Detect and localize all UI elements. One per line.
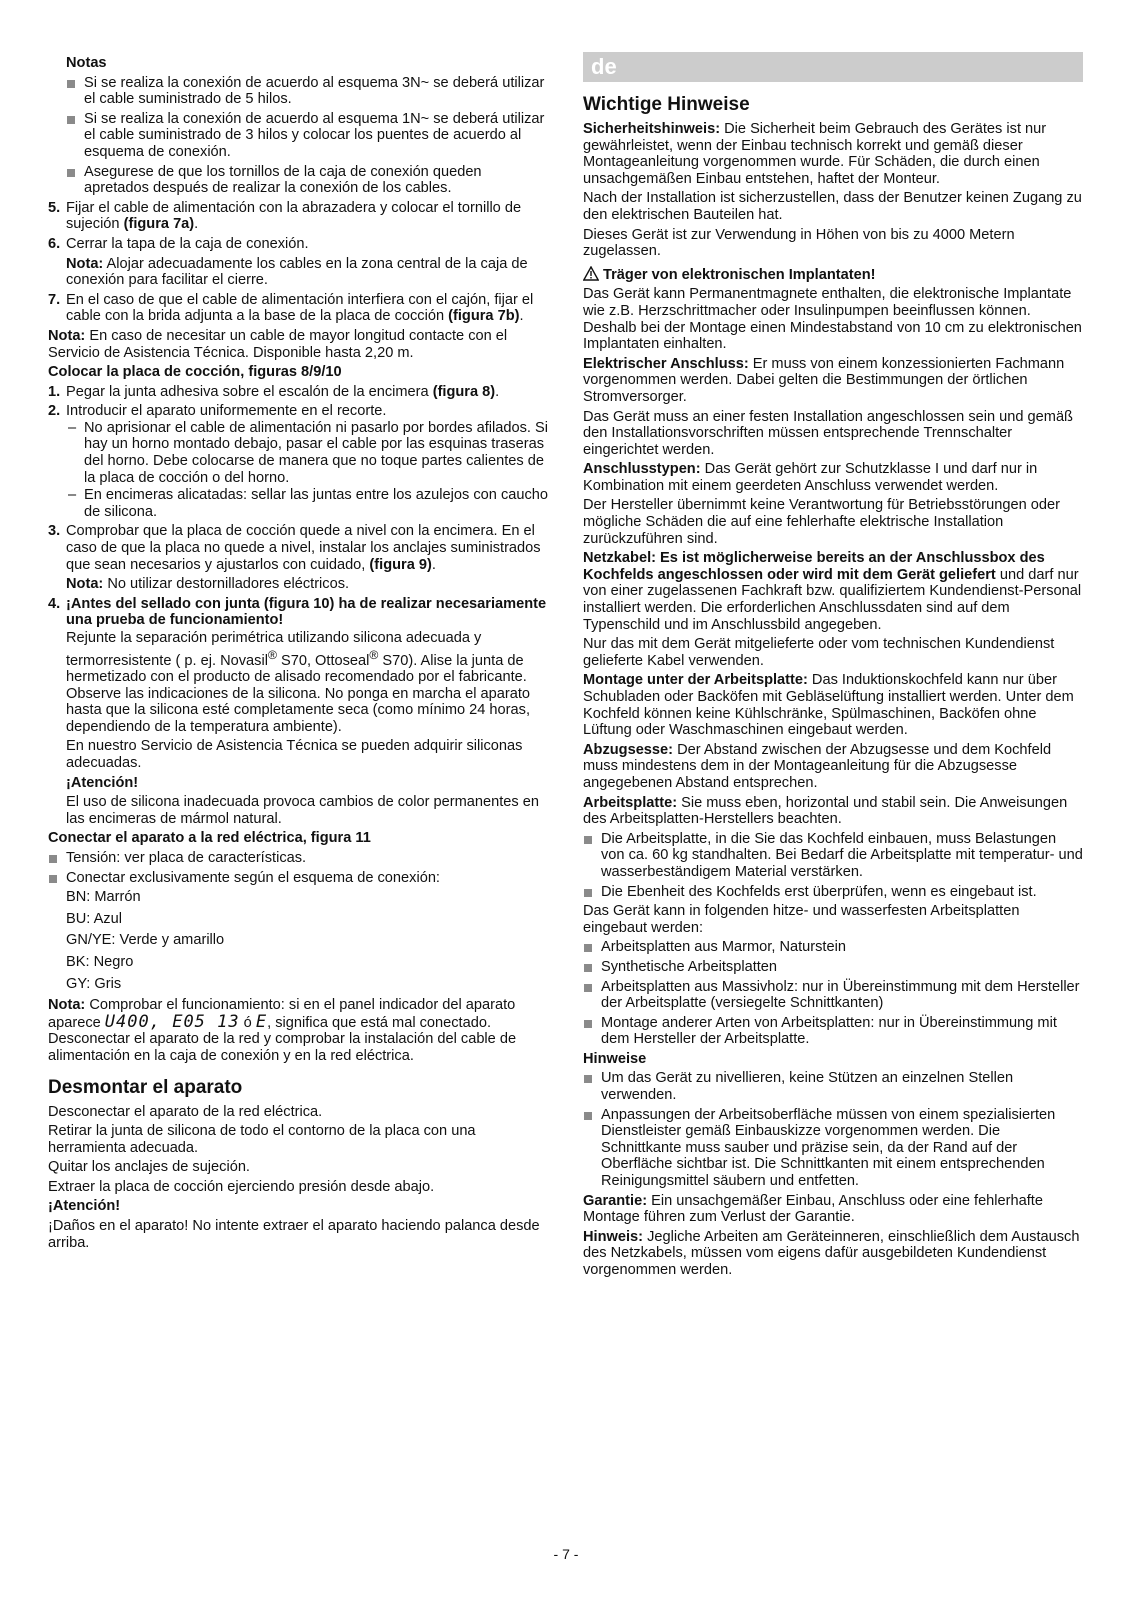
figure-ref: (figura 7b) [448,308,520,325]
step-text: Introducir el aparato uniformemente en el recorte. [66,403,387,420]
power-cable-note: Netzkabel: Es ist möglicherweise bereits an der Anschlussbox des Kochfelds angeschlossen oder wird mit dem Gerät geliefert und darf nur von einer zugelassenen Fachkraft bzw. qualifiziertem Kundendienst-Personal installiert werden. Die erforderlichen Anschlussdaten sind auf dem Typenschild und im Anschlussbild angegeben. [583,550,1082,633]
fixed-installation-note: Das Gerät muss an einer festen Installation angeschlossen sein und gemäß den Installationsvorschriften müssen entsprechende Trennschalter eingerichtet werden. [583,408,1073,458]
step-number: 4. [48,595,61,612]
language-bar [583,52,1083,82]
implant-text: Das Gerät kann Permanentmagnete enthalten, die elektronische Implantate wie z.B. Herzschrittmacher oder Insulinpumpen beeinflussen können. Deshalb bei der Montage einen Mindestabstand von 10 cm zu elektronischen Implantaten einhalten. [583,286,1082,353]
remove-step: Quitar los anclajes de sujeción. [48,1159,250,1176]
attention-heading: ¡Atención! [66,774,139,791]
warning-icon [583,266,599,281]
step-text: Comprobar que la placa de cocción quede a nivel con la encimera. En el caso de que la placa no quede a nivel, instalar los anclajes suministrados que sean necesarios y ajustarlos con cuidado, [66,523,541,573]
place-steps [48,384,550,828]
electrical-note: Elektrischer Anschluss: Er muss von einem konzessionierten Fachmann vorgenommen werden. Dabei gelten die Bestimmungen der örtlichen Stromversorger. [583,355,1065,405]
wire-color: BN: Marrón [66,889,141,906]
sealing-text: Rejunte la separación perimétrica utilizando silicona adecuada y termorresistente ( p. ej. Novasil® S70, Ottoseal® S70). Alise la junta de hermetizado con el producto de alisado recomendado por el fabricante. Observe las indicaciones de la silicona. No ponga en marcha el aparato hasta que la silicona esté completamente seca (como mínimo 24 horas, dependiendo de la temperatura ambiente). [66,630,531,735]
wire-color: GY: Gris [66,975,122,992]
step-number: 2. [48,403,61,420]
list-item: Anpassungen der Arbeitsoberfläche müssen von einem spezialisierten Dienstleister gemäß Einbauskizze vorgenommen werden. Die Schnittkante muss sauber und präzise sein, da der Rand auf der Oberfläche sichtbar ist. Die Schnittkanten mit einem entsprechenden Reinigungsmittel säubern und entfetten. [583,1107,1083,1190]
attention-heading: ¡Atención! [48,1198,121,1215]
list-item: Si se realiza la conexión de acuerdo al esquema 3N~ se deberá utilizar el cable suministrado de 5 hilos. [66,75,550,108]
note-text: En caso de necesitar un cable de mayor longitud contacte con el Servicio de Asistencia Técnica. Disponible hasta 2,20 m. [48,327,508,361]
figure-ref: (figura 8) [432,383,496,400]
registered-mark: ® [369,647,379,662]
cable-length-note [48,328,550,361]
list-item: Die Arbeitsplatte, in die Sie das Kochfeld einbauen, muss Belastungen von ca. 60 kg standhalten. Bei Bedarf die Arbeitsplatte mit temperatur- und wasserbeständigem Material verstärken. [583,831,1083,881]
step-title: ¡Antes del sellado con junta (figura 10) ha de realizar necesariamente una prueba de funcionamiento! [66,595,547,629]
step-number: 7. [48,291,61,308]
step-text: En el caso de que el cable de alimentación interfiera con el cajón, fijar el cable con la brida adjunta a la base de la placa de cocción [66,291,534,325]
list-item: Synthetische Arbeitsplatten [583,959,1083,976]
left-column [48,52,550,1254]
attention-text: ¡Daños en el aparato! No intente extraer el aparato haciendo palanca desde arriba. [48,1218,540,1251]
step-text: Fijar el cable de alimentación con la abrazadera y colocar el tornillo de sujeción [66,199,522,233]
display-codes: U400, E05 13 [104,1011,240,1032]
worktop-note: Arbeitsplatte: Sie muss eben, horizontal und stabil sein. Die Anweisungen des Arbeitsplatten-Herstellers beachten. [583,794,1068,828]
connect-list [48,850,550,886]
dash-item: – En encimeras alicatadas: sellar las juntas entre los azulejos con caucho de silicona. [68,487,549,520]
place-hob-heading: Colocar la placa de cocción, figuras 8/9/10 [48,364,342,381]
sealing-text-2: En nuestro Servicio de Asistencia Técnica se pueden adquirir siliconas adecuadas. [66,738,523,772]
liability-note: Der Hersteller übernimmt keine Verantwortung für Betriebsstörungen oder mögliche Schäden die auf eine fehlerhafte elektrische Installation zurückzuführen sind. [583,497,1060,547]
wire-color: BU: Azul [66,910,122,927]
hints-heading: Hinweise [583,1050,647,1067]
hints-list [583,1070,1083,1189]
note-label: Nota: [48,997,86,1014]
cable-only-note: Nur das mit dem Gerät mitgelieferte oder vom technischen Kundendienst gelieferte Kabel verwenden. [583,636,1055,669]
warranty-note: Garantie: Ein unsachgemäßer Einbau, Anschluss oder eine fehlerhafte Montage führen zum Verlust der Garantie. [583,1192,1043,1226]
connection-types-note: Anschlusstypen: Das Gerät gehört zur Schutzklasse I und darf nur in Kombination mit einem geerdeten Anschluss verwendet werden. [583,461,1038,494]
dash-item: – No aprisionar el cable de alimentación ni pasarlo por bordes afilados. Si hay un horno montado debajo, pasar el cable por las esquinas traseras del horno. Debe colocarse de manera que no toque partes calientes de la placa de cocción o del horno. [68,419,549,486]
list-item: Asegurese de que los tornillos de la caja de conexión queden apretados después de realizar la conexión de los cables. [66,164,550,197]
figure-ref: (figura 9) [369,556,432,573]
step-number: 1. [48,383,61,400]
notes-list [48,75,550,197]
step-7: 7. En el caso de que el cable de alimentación interfiera con el cajón, fijar el cable con la brida adjunta a la base de la placa de cocción (figura 7b). [48,291,534,325]
step-5: 5. Fijar el cable de alimentación con la abrazadera y colocar el tornillo de sujeción (figura 7a). [48,199,522,233]
worktop-list [583,831,1083,900]
registered-mark: ® [267,647,277,662]
wire-colors [48,889,550,992]
materials-list [583,939,1083,1048]
step-note [66,256,550,289]
list-item: Si se realiza la conexión de acuerdo al esquema 1N~ se deberá utilizar el cable suministrado de 3 hilos y colocar los puentes de acuerdo al esquema de conexión. [66,111,550,161]
place-step-3: 3. Comprobar que la placa de cocción quede a nivel con la encimera. En el caso de que la placa no quede a nivel, instalar los anclajes suministrados que sean necesarios y ajustarlos con cuidado, (figura 9). Nota: No utilizar destornilladores eléctricos. [48,523,550,592]
right-column [583,52,1083,1282]
list-item: Arbeitsplatten aus Massivholz: nur in Übereinstimmung mit dem Hersteller der Arbeitsplatte (versiegelte Schnittkanten) [583,979,1083,1012]
step-text: Pegar la junta adhesiva sobre el escalón de la encimera [66,383,433,400]
hood-note: Abzugsesse: Der Abstand zwischen der Abzugsesse und dem Kochfeld muss mindestens dem in der Montageanleitung für die Abzugsesse angegebenen Abstand entsprechen. [583,741,1052,791]
remove-heading: Desmontar el aparato [48,1076,243,1098]
step-number: 5. [48,199,61,216]
materials-intro: Das Gerät kann in folgenden hitze- und wasserfesten Arbeitsplatten eingebaut werden: [583,903,1020,936]
service-note: Hinweis: Jegliche Arbeiten am Geräteinneren, einschließlich dem Austausch des Netzkabels, müssen vom eigens dafür ausgebildeten Kundendienst vorgenommen werden. [583,1228,1080,1278]
implant-heading: Träger von elektronischen Implantaten! [583,266,1083,284]
step-number: 3. [48,523,61,540]
step-6 [48,236,550,289]
place-step-1: 1. Pegar la junta adhesiva sobre el escalón de la encimera (figura 8). [48,383,500,400]
safety-note: Sicherheitshinweis: Die Sicherheit beim Gebrauch des Gerätes ist nur gewährleistet, wenn der Einbau technisch korrekt und gemäß dieser Montageanleitung vorgenommen wurde. Für Schäden, die durch einen unsachgemäßen Einbau entstehen, haftet der Monteur. [583,121,1047,187]
wire-color: BK: Negro [66,953,134,970]
place-step-4 [48,596,550,828]
language-code: de [591,54,617,79]
list-item: Die Ebenheit des Kochfelds erst überprüfen, wenn es eingebaut ist. [583,884,1083,901]
display-code-e: E [255,1011,268,1032]
notes-heading: Notas [66,55,107,71]
under-worktop-note: Montage unter der Arbeitsplatte: Das Induktionskochfeld kann nur über Schubladen oder Backöfen mit Gebläselüftung installiert werden. Unter dem Kochfeld können keine Kühlschränke, Spülmaschinen, Backöfen ohne Lüftung oder Waschmaschinen eingebaut werden. [583,672,1074,739]
steps-list [48,200,550,325]
figure-ref: (figura 7a) [123,216,195,233]
section-title: Wichtige Hinweise [583,94,750,115]
note-label: Nota: [66,255,104,272]
attention-text: El uso de silicona inadecuada provoca cambios de color permanentes en las encimeras de mármol natural. [66,794,539,827]
note-label: Nota: [66,576,104,593]
remove-step: Desconectar el aparato de la red eléctrica. [48,1103,323,1120]
altitude-note: Dieses Gerät ist zur Verwendung in Höhen von bis zu 4000 Metern zugelassen. [583,226,1015,260]
dash-list [66,420,550,521]
list-item: Um das Gerät zu nivellieren, keine Stützen an einzelnen Stellen verwenden. [583,1070,1083,1103]
install-note: Nach der Installation ist sicherzustellen, dass der Benutzer keinen Zugang zu den elektrischen Bauteilen hat. [583,190,1082,223]
note-label: Nota: [48,327,86,344]
note-text: No utilizar destornilladores eléctricos. [103,576,350,593]
step-note [66,576,550,593]
list-item: Tensión: ver placa de características. [48,850,550,867]
connect-heading: Conectar el aparato a la red eléctrica, figura 11 [48,830,371,847]
step-number: 6. [48,235,61,252]
list-item: Conectar exclusivamente según el esquema de conexión: [48,870,550,887]
remove-step: Extraer la placa de cocción ejerciendo presión desde abajo. [48,1178,435,1195]
list-item: Arbeitsplatten aus Marmor, Naturstein [583,939,1083,956]
function-check-note: Nota: Comprobar el funcionamiento: si en el panel indicador del aparato aparece U400, E05 13 ó E, significa que está mal conectado. Desconectar el aparato de la red y comprobar la instalación del cable de alimentación en la caja de conexión y en la red eléctrica. [48,997,517,1064]
page-number: - 7 - [553,1546,579,1562]
place-step-2 [48,403,550,520]
wire-color: GN/YE: Verde y amarillo [66,932,225,949]
remove-step: Retirar la junta de silicona de todo el contorno de la placa con una herramienta adecuada. [48,1123,476,1156]
list-item: Montage anderer Arten von Arbeitsplatten: nur in Übereinstimmung mit dem Hersteller der Arbeitsplatte. [583,1015,1083,1048]
note-text: Alojar adecuadamente los cables en la zona central de la caja de conexión para facilitar el cierre. [66,255,528,289]
step-text: Cerrar la tapa de la caja de conexión. [66,235,309,252]
